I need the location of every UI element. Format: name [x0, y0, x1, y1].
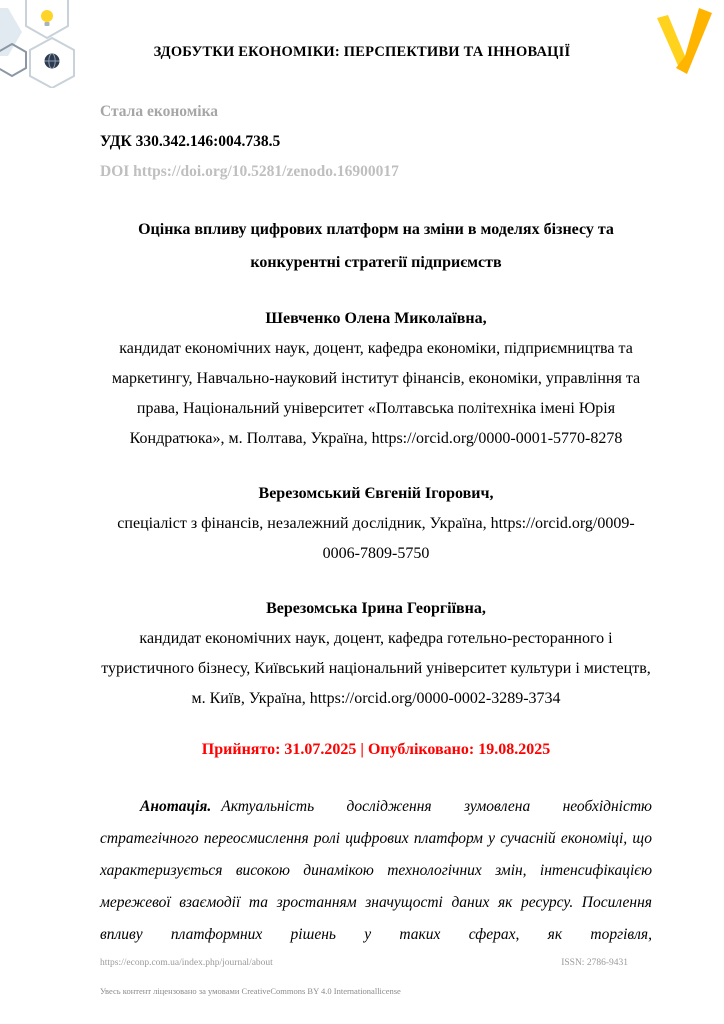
- footer-issn: ISSN: 2786-9431: [561, 958, 628, 968]
- page-content: [0, 97, 724, 951]
- author-affiliation: кандидат економічних наук, доцент, кафедра економіки, підприємництва та маркетингу, Навчально-науковий інститут фінансів, економіки, управління та права, Національний університет «Полтавська політехніка імені Юрія Кондратюка», м. Полтава, Україна, https://orcid.org/0000-0001-5770-8278: [111, 340, 641, 447]
- dates-line: Прийнято: 31.07.2025 | Опубліковано: 19.08.2025: [201, 741, 551, 758]
- yellow-check-icon: [654, 8, 712, 74]
- footer-license: Увесь контент ліцензовано за умовами CreativeCommons BY 4.0 Internationallicense: [100, 986, 401, 996]
- author-affiliation: спеціаліст з фінансів, незалежний дослідник, Україна, https://orcid.org/0009-0006-7809-5750: [117, 515, 635, 562]
- abstract: [100, 791, 652, 951]
- abstract-text: Актуальність дослідження зумовлена необхідністю стратегічного переосмислення ролі цифрових платформ у сучасній економіці, що характеризується високою динамікою технологічних змін, інтенсифікацією мережевої взаємодії та зростанням значущості даних як ресурсу. Посилення впливу платформних рішень у таких сферах, як торгівля,: [100, 798, 652, 943]
- journal-header-title: ЗДОБУТКИ ЕКОНОМІКИ: ПЕРСПЕКТИВИ ТА ІННОВАЦІЇ: [153, 44, 571, 60]
- udc-code: УДК 330.342.146:004.738.5: [100, 133, 281, 150]
- article-title: Оцінка впливу цифрових платформ на зміни в моделях бізнесу та конкурентні стратегії підприємств: [138, 221, 614, 271]
- author-block: [100, 479, 652, 569]
- section-label: Стала економіка: [100, 103, 219, 120]
- footer-about-url[interactable]: https://econp.com.ua/index.php/journal/about: [100, 958, 273, 968]
- publisher-logo: [654, 8, 712, 74]
- hexagon-shape: [0, 44, 26, 76]
- globe-icon: [45, 54, 60, 69]
- doi-link[interactable]: DOI https://doi.org/10.5281/zenodo.16900017: [100, 163, 399, 180]
- author-affiliation: кандидат економічних наук, доцент, кафедра готельно-ресторанного і туристичного бізнесу, Київський національний університет культури і мистецтв, м. Київ, Україна, https://orcid.org/0000-0002-3289-3734: [101, 630, 651, 707]
- article-meta: [100, 97, 652, 187]
- journal-logo-graphic: [0, 0, 90, 88]
- author-name: Шевченко Олена Миколаївна,: [265, 310, 487, 327]
- journal-logo: [0, 0, 90, 88]
- page-footer: [100, 958, 628, 968]
- author-block: [100, 594, 652, 714]
- author-name: Верезомський Євгеній Ігорович,: [258, 485, 494, 502]
- abstract-label: Анотація.: [140, 798, 212, 815]
- author-name: Верезомська Ірина Георгіївна,: [266, 600, 486, 617]
- author-block: [100, 304, 652, 454]
